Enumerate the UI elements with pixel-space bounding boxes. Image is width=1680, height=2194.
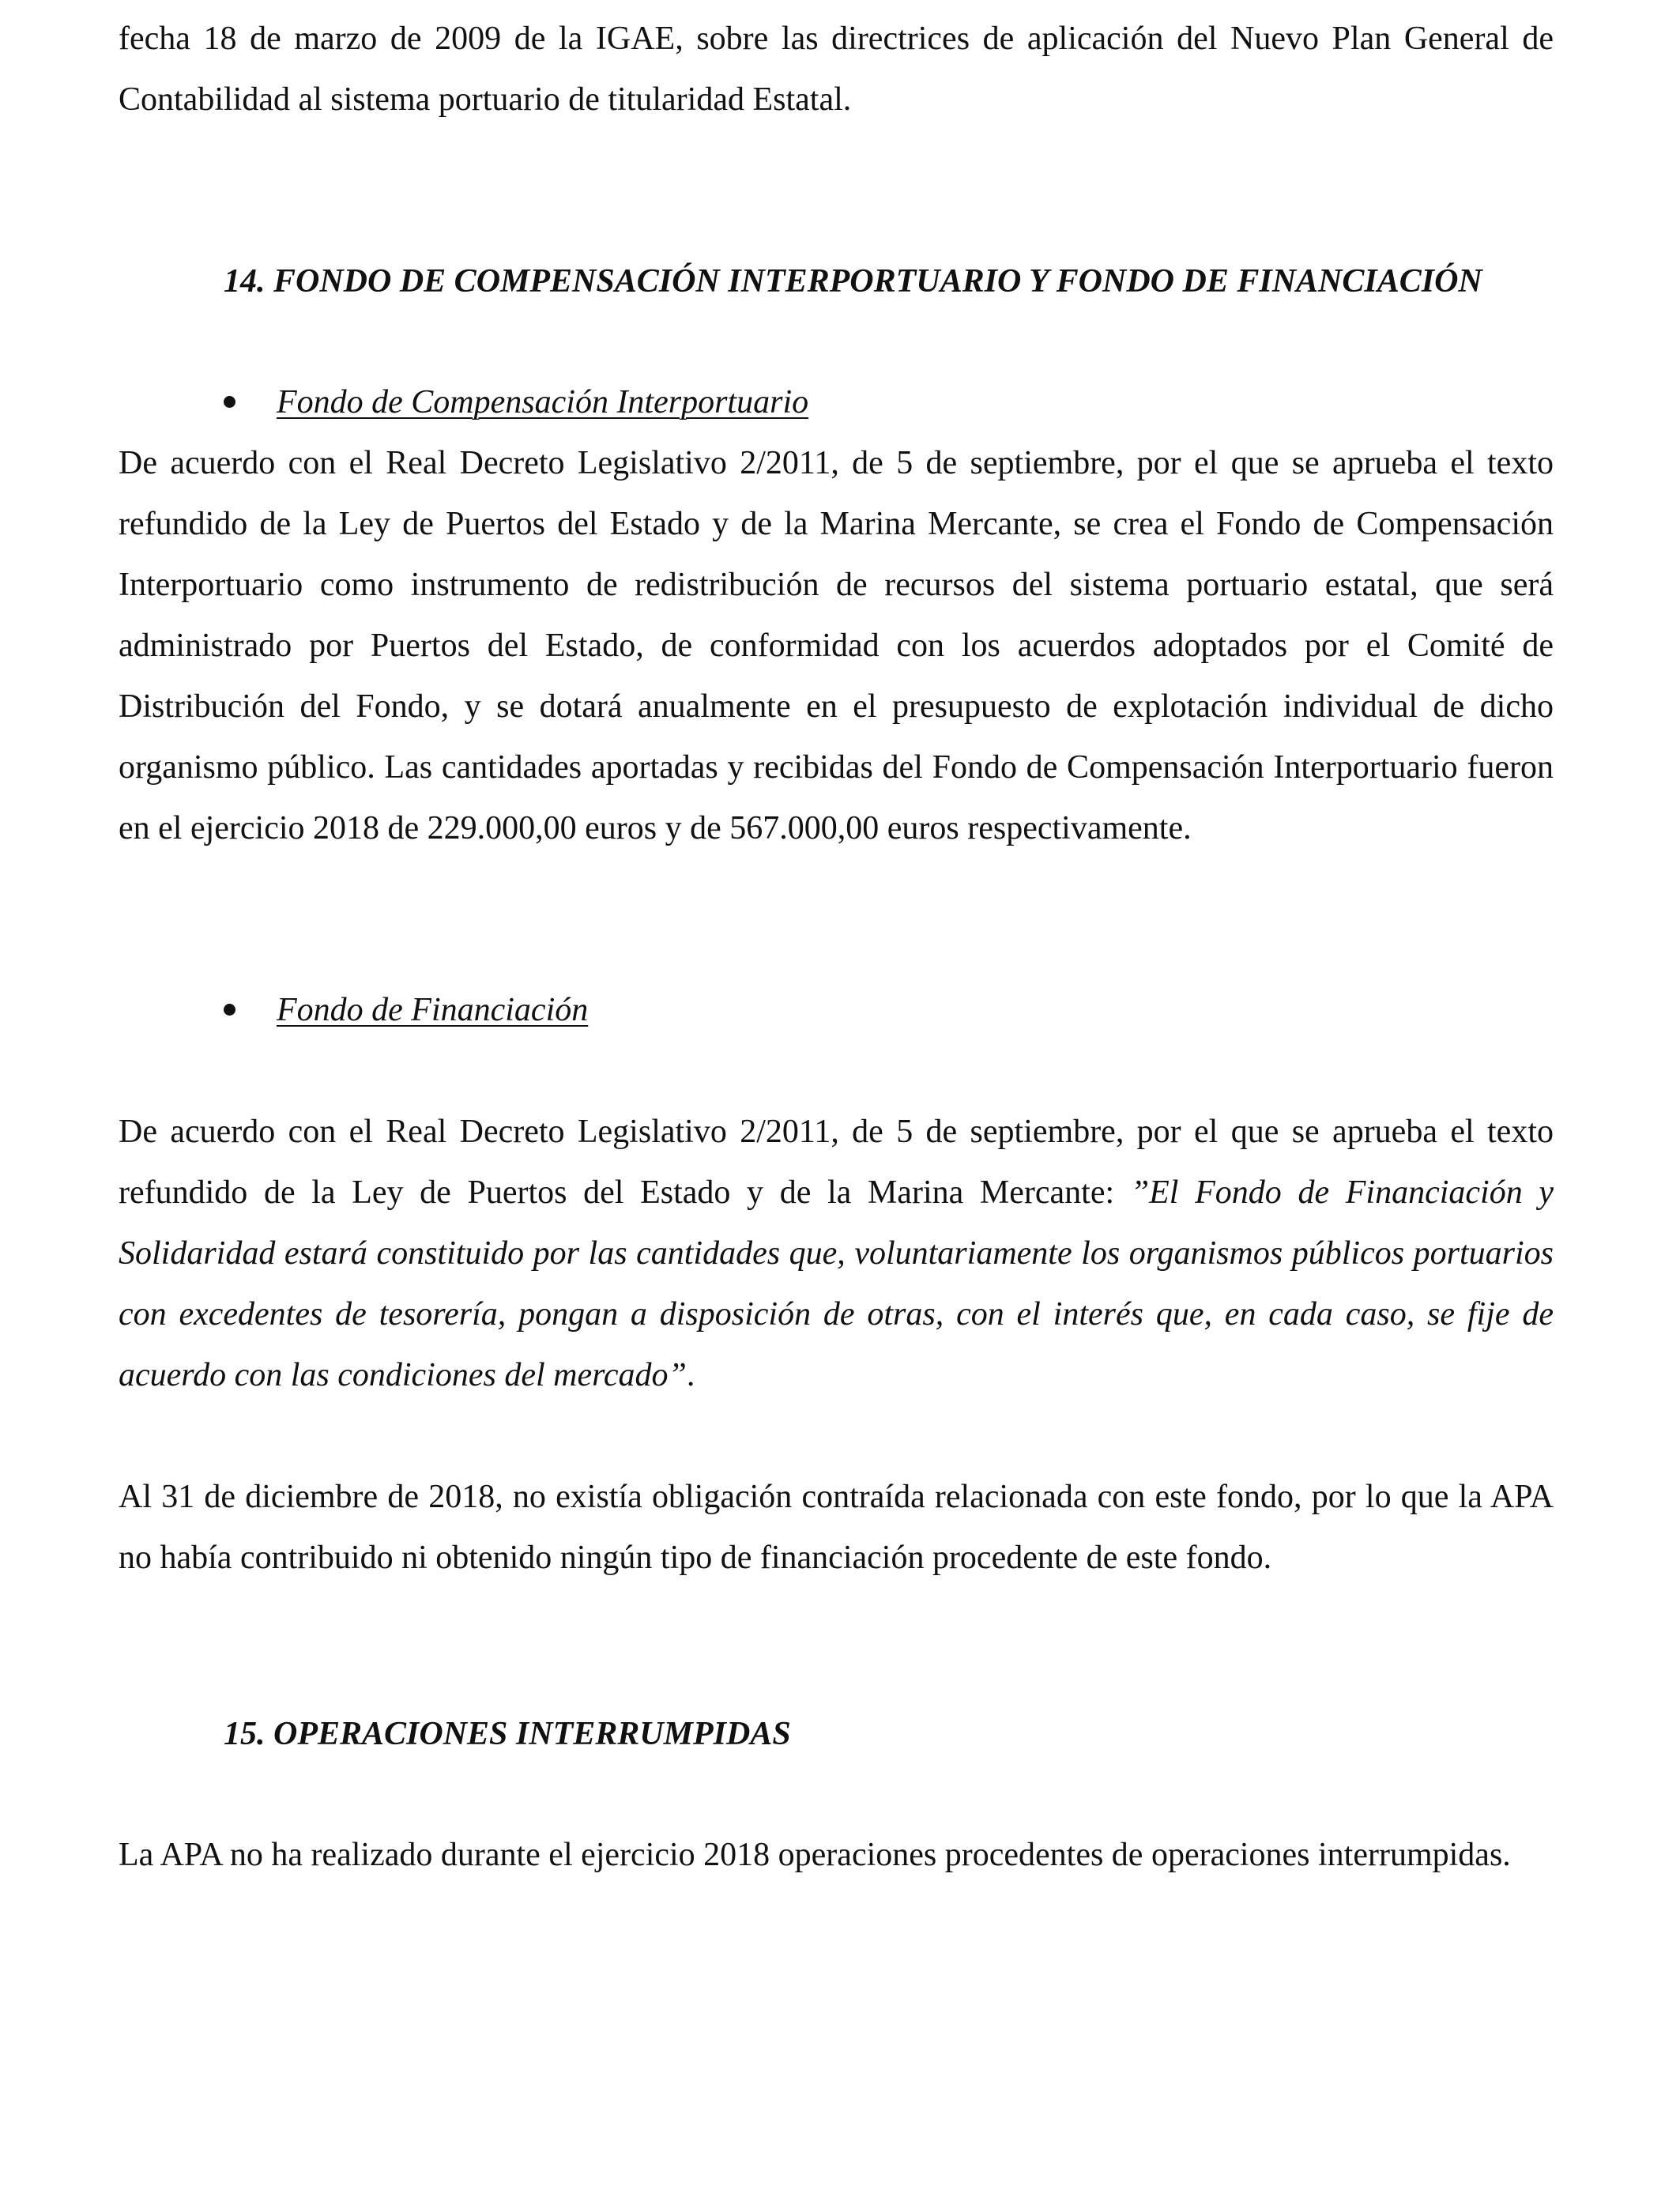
fondo-financiacion-lead: De acuerdo con el Real Decreto Legislativo 2/2011, de 5 de septiembre, por el que se aprueba el texto refundido de la Ley de Puertos del Estado y de la Marina Mercante: <box>119 1114 1554 1211</box>
fondo-financiacion-quote: ”El Fondo de Financiación y Solidaridad estará constituido por las cantidades que, voluntariamente los organismos públicos portuarios con excedentes de tesorería, pongan a disposición de otras, con el interés que, en cada caso, se fije de acuerdo con las condiciones del mercado” <box>119 1174 1554 1393</box>
operaciones-paragraph: La APA no ha realizado durante el ejercicio 2018 operaciones procedentes de operaciones interrumpidas. <box>119 1837 1511 1873</box>
section-14-heading: 14. FONDO DE COMPENSACIÓN INTERPORTUARIO Y FONDO DE FINANCIACIÓN <box>224 263 1482 300</box>
fondo-financiacion-end: . <box>686 1357 695 1393</box>
fondo-compensacion-paragraph: De acuerdo con el Real Decreto Legislativo 2/2011, de 5 de septiembre, por el que se aprueba el texto refundido de la Ley de Puertos del Estado y de la Marina Mercante, se crea el Fondo de Compensación Interportuario como instrumento de redistribución de recursos del sistema portuario estatal, que será administrado por Puertos del Estado, de conformidad con los acuerdos adoptados por el Comité de Distribución del Fondo, y se dotará anualmente en el presupuesto de explotación individual de dicho organismo público. Las cantidades aportadas y recibidas del Fondo de Compensación Interportuario fueron en el ejercicio 2018 de 229.000,00 euros y de 567.000,00 euros respectivamente. <box>119 445 1554 846</box>
bullet-fondo-financiacion-label: Fondo de Financiación <box>277 992 589 1028</box>
obligacion-paragraph: Al 31 de diciembre de 2018, no existía obligación contraída relacionada con este fondo, por lo que la APA no había contribuido ni obtenido ningún tipo de financiación procedente de este fondo. <box>119 1479 1554 1576</box>
bullet-dot-icon <box>224 1004 235 1016</box>
section-15-heading: 15. OPERACIONES INTERRUMPIDAS <box>224 1716 791 1752</box>
bullet-fondo-compensacion-label: Fondo de Compensación Interportuario <box>277 384 809 420</box>
fondo-financiacion-paragraph <box>119 1102 1554 1406</box>
bullet-dot-icon <box>224 396 235 408</box>
intro-paragraph: fecha 18 de marzo de 2009 de la IGAE, sobre las directrices de aplicación del Nuevo Plan General de Contabilidad al sistema portuario de titularidad Estatal. <box>119 21 1554 118</box>
